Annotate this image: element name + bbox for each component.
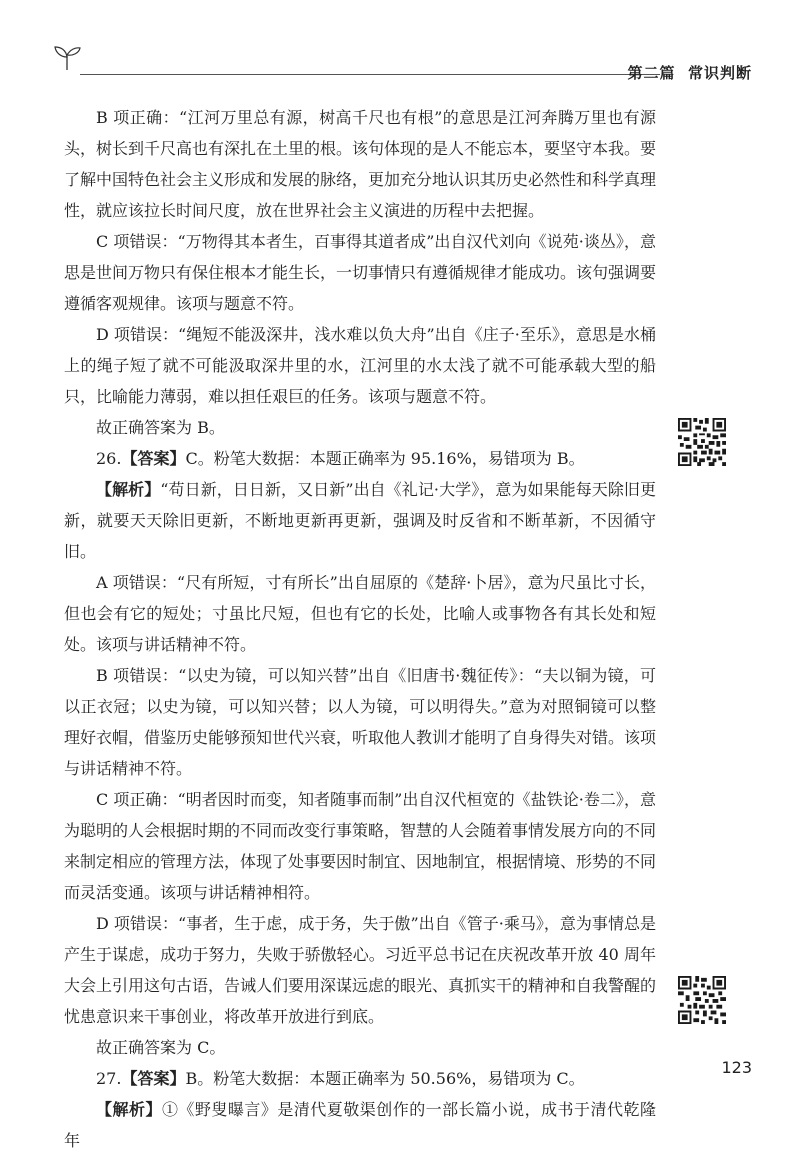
answer-tag: 【答案】 — [121, 449, 186, 468]
question-26-analysis — [64, 474, 656, 567]
section-label: 第二篇 — [627, 64, 676, 82]
paragraph-c-correct: C 项正确：“明者因时而变，知者随事而制”出自汉代桓宽的《盐铁论·卷二》，意为聪明的人会根据时期的不同而改变行事策略，智慧的人会随着事情发展方向的不同来制定相应的管理方法，体现了处事要因时制宜、因地制宜，根据情境、形势的不同而灵活变通。该项与讲话精神相符。 — [64, 790, 657, 902]
paragraph-d-wrong: D 项错误：“绳短不能汲深井，浅水难以负大舟”出自《庄子·至乐》，意思是水桶上的绳子短了就不可能汲取深井里的水，江河里的水太浅了就不可能承载大型的船只，比喻能力薄弱，难以担任艰巨的任务。该项与题意不符。 — [64, 325, 656, 406]
page-header — [52, 40, 752, 84]
question-27-answer — [64, 1063, 656, 1094]
question-27-analysis — [64, 1094, 656, 1156]
sprout-icon — [52, 42, 82, 72]
paragraph-b-correct: B 项正确：“江河万里总有源，树高千尺也有根”的意思是江河奔腾万里也有源头，树长到千尺高也有深扎在土里的根。该句体现的是人不能忘本，要坚守本我。要了解中国特色社会主义形成和发展的脉络，更加充分地认识其历史必然性和科学真理性，就应该拉长时间尺度，放在世界社会主义演进的历程中去把握。 — [64, 108, 657, 220]
analysis-text: “苟日新，日日新，又日新”出自《礼记·大学》，意为如果能每天除旧更新，就要天天除旧更新，不断地更新再更新，强调及时反省和不断革新，不因循守旧。 — [64, 480, 656, 561]
page-body — [64, 102, 656, 1156]
answer-text: B。粉笔大数据：本题正确率为 50.56%，易错项为 C。 — [185, 1069, 585, 1088]
section-title: 常识判断 — [687, 64, 752, 82]
qr-code-icon[interactable] — [678, 976, 726, 1024]
paragraph-c-wrong: C 项错误：“万物得其本者生，百事得其道者成”出自汉代刘向《说苑·谈丛》，意思是世间万物只有保住根本才能生长，一切事情只有遵循规律才能成功。该句强调要遵循客观规律。该项与题意不符。 — [64, 232, 657, 313]
header-title — [628, 62, 752, 83]
paragraph-d-wrong-26: D 项错误：“事者，生于虑，成于务，失于傲”出自《管子·乘马》，意为事情总是产生于谋虑，成功于努力，失败于骄傲轻心。习近平总书记在庆祝改革开放 40 周年大会上引用这句古语，告诫人们要用深谋远虑的眼光、真抓实干的精神和自我警醒的忧患意识来干事创业，将改革开放进行到底。 — [64, 914, 657, 1026]
analysis-text: ①《野叟曝言》是清代夏敬渠创作的一部长篇小说，成书于清代乾隆年 — [64, 1100, 656, 1150]
paragraph-a-wrong: A 项错误：“尺有所短，寸有所长”出自屈原的《楚辞·卜居》，意为尺虽比寸长，但也会有它的短处；寸虽比尺短，但也有它的长处，比喻人或事物各有其长处和短处。该项与讲话精神不符。 — [64, 573, 656, 654]
analysis-tag: 【解析】 — [96, 1100, 162, 1119]
question-26-answer — [64, 443, 656, 474]
answer-summary-25: 故正确答案为 B。 — [96, 418, 225, 437]
question-number: 26. — [96, 449, 122, 468]
header-rule — [80, 74, 660, 75]
qr-code-icon[interactable] — [678, 418, 726, 466]
page-number: 123 — [721, 1058, 752, 1077]
answer-text: C。粉笔大数据：本题正确率为 95.16%，易错项为 B。 — [185, 449, 585, 468]
analysis-tag: 【解析】 — [96, 480, 161, 499]
paragraph-b-wrong: B 项错误：“以史为镜，可以知兴替”出自《旧唐书·魏征传》：“夫以铜为镜，可以正衣冠；以史为镜，可以知兴替；以人为镜，可以明得失。”意为对照铜镜可以整理好衣帽，借鉴历史能够预知世代兴衰，听取他人教训才能明了自身得失对错。该项与讲话精神不符。 — [64, 666, 657, 778]
question-number: 27. — [96, 1069, 122, 1088]
answer-tag: 【答案】 — [121, 1069, 186, 1088]
answer-summary-26: 故正确答案为 C。 — [96, 1038, 226, 1057]
